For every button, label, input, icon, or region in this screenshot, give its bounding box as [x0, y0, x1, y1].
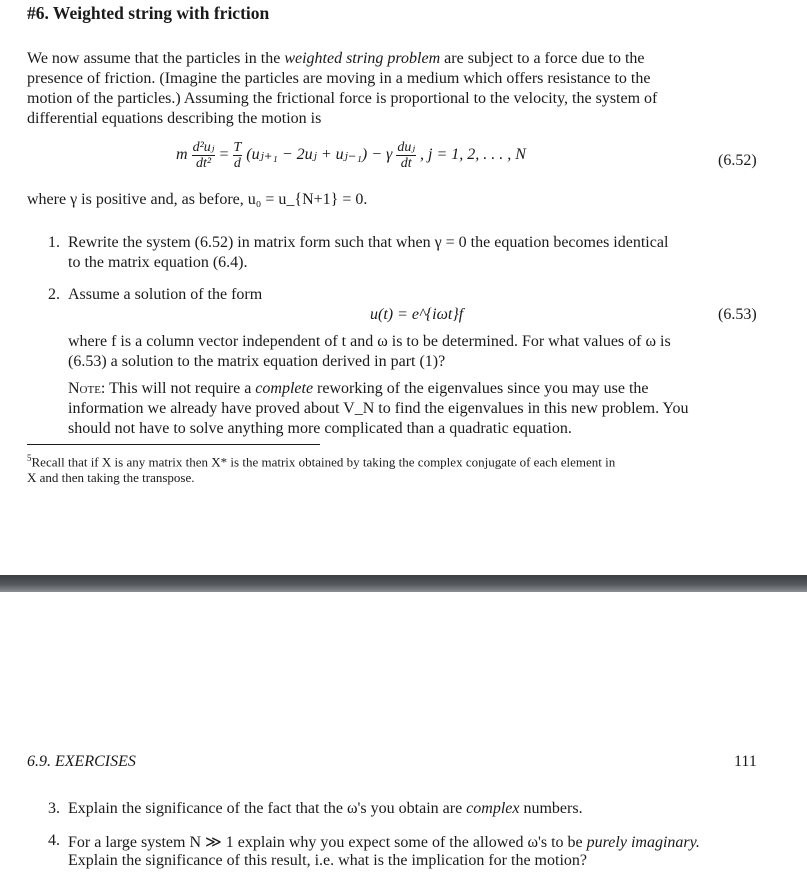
eq-first-derivative — [396, 140, 416, 171]
footnote-line-1: Recall that if X is any matrix then X* is the matrix obtained by taking the complex conjugate of each element in — [31, 454, 616, 470]
eq-index-range: , j = 1, 2, . . . , N — [420, 146, 526, 164]
note-emphasis: complete — [255, 380, 314, 397]
equation-number-6-53: (6.53) — [718, 306, 757, 323]
equation-6-52 — [176, 140, 526, 171]
item-4-emphasis: purely imaginary. — [586, 834, 700, 851]
note-line-3: should not have to solve anything more complicated than a quadratic equation. — [68, 420, 572, 437]
footnote-rule — [27, 444, 320, 445]
eq-tension-ratio — [233, 140, 243, 171]
footnote-marker: 5 — [27, 453, 32, 463]
equation-6-53: u(t) = e^{iωt}f — [370, 306, 464, 323]
item-1-line-1: Rewrite the system (6.52) in matrix form such that when γ = 0 the equation becomes identical — [68, 234, 669, 251]
note-line-1-a: This will not require a — [109, 380, 252, 397]
intro-line-4: differential equations describing the motion is — [27, 110, 322, 127]
eq-tension-denominator: d — [233, 156, 241, 171]
page-number: 111 — [734, 753, 757, 770]
item-2-line-2: where f is a column vector independent of t and ω is to be determined. For what values of ω is — [68, 333, 671, 350]
section-title: #6. Weighted string with friction — [27, 3, 270, 23]
note-label: Note: — [68, 380, 106, 397]
intro-line-1-tail: are subject to a force due to the — [444, 50, 645, 67]
item-3-line-1-a: Explain the significance of the fact that the ω's you obtain are — [68, 800, 463, 817]
intro-line-1 — [27, 50, 645, 68]
equation-number-6-52: (6.52) — [718, 152, 757, 169]
eq-rhs-denominator: dt — [400, 156, 412, 171]
item-2-marker: 2. — [48, 286, 60, 303]
eq-lhs-numerator: d²uⱼ — [192, 140, 215, 155]
item-1-marker: 1. — [48, 234, 60, 251]
page-separator — [0, 575, 807, 592]
page-bottom — [0, 592, 807, 895]
note-line-1 — [68, 380, 649, 398]
where-line: where γ is positive and, as before, u₀ = u_{N+1} = 0. — [27, 191, 368, 208]
note-line-1-b: reworking of the eigenvalues since you may use the — [317, 380, 649, 397]
eq-difference-term: (uⱼ₊₁ − 2uⱼ + uⱼ₋₁) − γ — [246, 146, 393, 164]
intro-line-3: motion of the particles.) Assuming the frictional force is proportional to the velocity, the system of — [27, 90, 658, 107]
eq-equals: = — [219, 146, 229, 164]
eq-lhs-denominator: dt² — [195, 156, 212, 171]
intro-emphasis: weighted string problem — [284, 50, 441, 67]
item-4-line-1 — [68, 832, 700, 852]
item-4-marker: 4. — [48, 832, 60, 849]
item-1-line-2: to the matrix equation (6.4). — [68, 254, 248, 271]
item-2-line-3: (6.53) a solution to the matrix equation derived in part (1)? — [68, 353, 446, 370]
item-3-marker: 3. — [48, 800, 60, 817]
item-4-line-2: Explain the significance of this result, i.e. what is the implication for the motion? — [68, 852, 587, 869]
eq-rhs-numerator: duⱼ — [397, 140, 416, 155]
eq-second-derivative — [192, 140, 216, 171]
intro-line-1-text: We now assume that the particles in the — [27, 50, 281, 67]
item-3-line-1 — [68, 800, 583, 818]
item-3-emphasis: complex — [466, 800, 520, 817]
item-3-line-1-b: numbers. — [523, 800, 583, 817]
item-2-line-1: Assume a solution of the form — [68, 286, 263, 303]
eq-tension-numerator: T — [233, 140, 242, 155]
intro-line-2: presence of friction. (Imagine the particles are moving in a medium which offers resistance to the — [27, 70, 651, 87]
footnote-line-2: X and then taking the transpose. — [27, 470, 195, 486]
footnote — [27, 450, 762, 486]
item-4-line-1-a: For a large system N ≫ 1 explain why you expect some of the allowed ω's to be — [68, 834, 583, 851]
eq-mass: m — [176, 146, 188, 164]
running-head: 6.9. EXERCISES — [27, 753, 136, 770]
note-line-2: information we already have proved about V_N to find the eigenvalues in this new problem. You — [68, 400, 689, 417]
